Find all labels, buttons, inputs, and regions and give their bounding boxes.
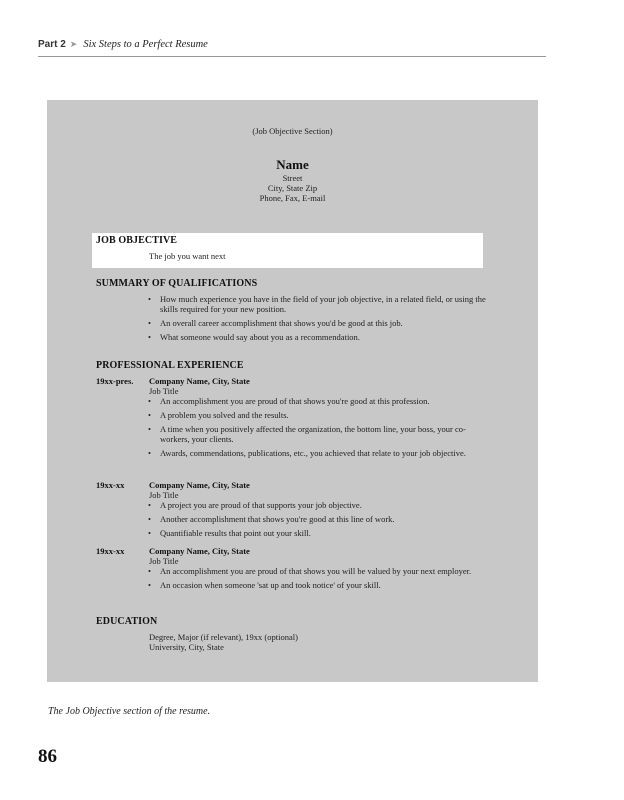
arrow-icon: ➤ — [69, 39, 78, 49]
job-objective-text: The job you want next — [149, 251, 226, 261]
contact-block — [47, 173, 538, 203]
job-dates: 19xx-xx — [96, 546, 125, 556]
education-degree: Degree, Major (if relevant), 19xx (optional) — [149, 632, 298, 642]
experience-heading: PROFESSIONAL EXPERIENCE — [96, 360, 244, 371]
resume-figure — [47, 100, 538, 682]
running-header — [38, 39, 208, 50]
figure-caption: The Job Objective section of the resume. — [48, 706, 211, 717]
education-school: University, City, State — [149, 642, 224, 652]
list-item: • A problem you solved and the results. — [148, 410, 289, 420]
summary-list — [148, 294, 493, 346]
education-heading: EDUCATION — [96, 616, 158, 627]
list-item: • How much experience you have in the field of your job objective, in a related field, or using the skills required for your new position. — [148, 294, 486, 314]
list-item: • An accomplishment you are proud of that shows you will be valued by your next employer. — [148, 566, 472, 576]
list-item: • Quantifiable results that point out your skill. — [148, 528, 311, 538]
section-label: (Job Objective Section) — [252, 126, 333, 136]
job-company: Company Name, City, State — [149, 546, 250, 556]
header-rule — [38, 56, 546, 57]
page-number: 86 — [38, 746, 57, 767]
list-item: • A time when you positively affected the organization, the bottom line, your boss, your co-workers, your clients. — [148, 424, 466, 444]
job-dates: 19xx-xx — [96, 480, 125, 490]
job-objective-heading: JOB OBJECTIVE — [96, 235, 178, 246]
chapter-subtitle: Six Steps to a Perfect Resume — [83, 39, 208, 50]
job-title: Job Title — [149, 490, 179, 500]
job-title: Job Title — [149, 386, 179, 396]
list-item: • Another accomplishment that shows you're good at this line of work. — [148, 514, 395, 524]
list-item: • A project you are proud of that supports your job objective. — [148, 500, 362, 510]
list-item: • Awards, commendations, publications, etc., you achieved that relate to your job objective. — [148, 448, 466, 458]
job-bullets — [148, 566, 493, 594]
job-bullets — [148, 500, 493, 542]
summary-heading: SUMMARY OF QUALIFICATIONS — [96, 278, 258, 289]
resume-name: Name — [276, 157, 309, 172]
list-item: • An occasion when someone 'sat up and took notice' of your skill. — [148, 580, 381, 590]
job-objective-highlight — [92, 233, 483, 268]
list-item: • What someone would say about you as a recommendation. — [148, 332, 360, 342]
job-title: Job Title — [149, 556, 179, 566]
city-state-zip: City, State Zip — [267, 183, 318, 193]
job-dates: 19xx-pres. — [96, 376, 134, 386]
list-item: • An overall career accomplishment that shows you'd be good at this job. — [148, 318, 403, 328]
job-company: Company Name, City, State — [149, 480, 250, 490]
street: Street — [282, 173, 303, 183]
job-company: Company Name, City, State — [149, 376, 250, 386]
list-item: • An accomplishment you are proud of that shows you're good at this profession. — [148, 396, 430, 406]
phone-fax-email: Phone, Fax, E-mail — [259, 193, 326, 203]
job-bullets — [148, 396, 493, 462]
part-label: Part 2 — [38, 39, 66, 50]
